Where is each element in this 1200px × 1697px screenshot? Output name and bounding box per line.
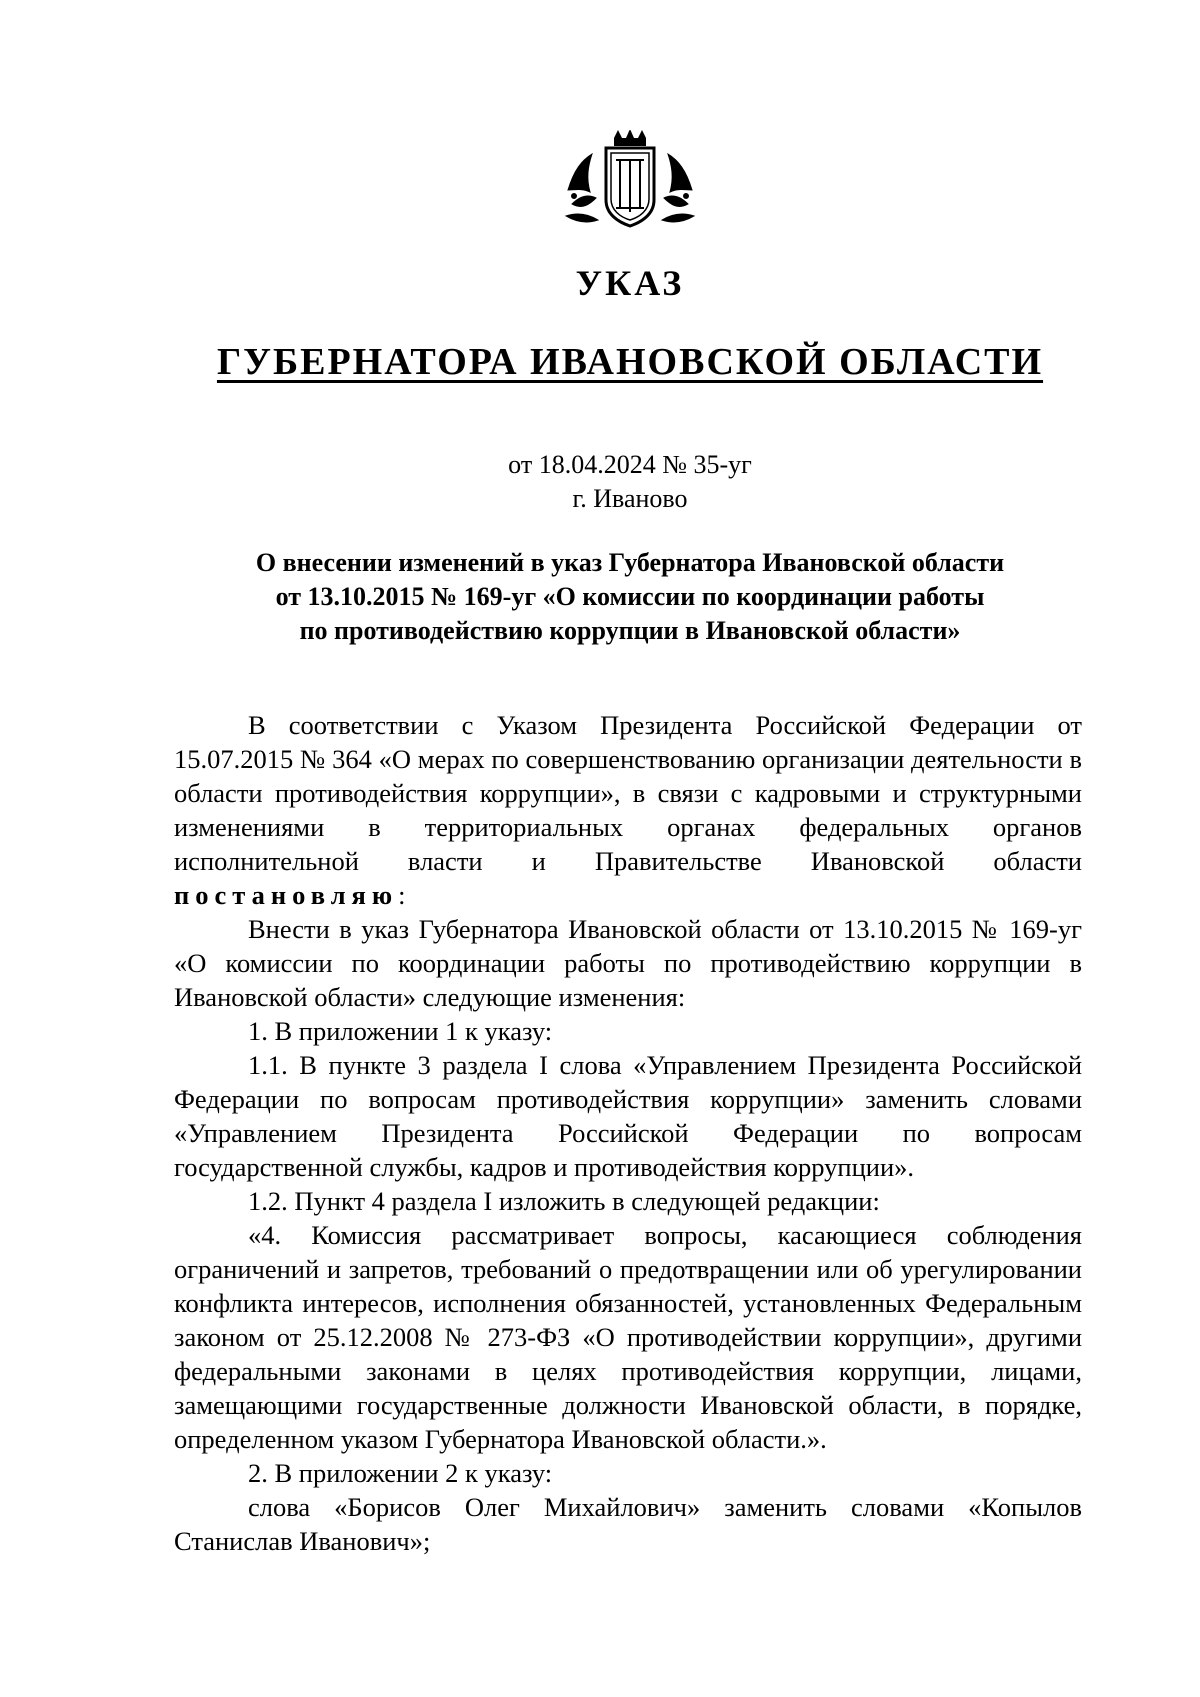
coat-of-arms-icon xyxy=(560,130,700,230)
paragraph-1-2: 1.2. Пункт 4 раздела I изложить в следующей редакции: xyxy=(248,1186,880,1216)
paragraph-replace-name: слова «Борисов Олег Михайлович» заменить словами «Копылов Станислав Иванович»; xyxy=(174,1492,1082,1556)
document-body xyxy=(174,708,1082,1558)
issuer-heading xyxy=(0,340,1200,384)
date-number: от 18.04.2024 № 35-уг xyxy=(508,450,752,479)
paragraph-amend-intro: Внести в указ Губернатора Ивановской области от 13.10.2015 № 169-уг «О комиссии по координации работы по противодействию коррупции в Ивановской области» следующие изменения: xyxy=(174,914,1082,1012)
preamble-text: В соответствии с Указом Президента Российской Федерации от 15.07.2015 № 364 «О мерах по совершенствованию организации деятельности в области противодействия коррупции», в связи с кадровыми и структурными изменениями в территориальных органах федеральных органов исполнительной власти и Правительстве Ивановской области xyxy=(174,710,1082,876)
paragraph-annex-1: 1. В приложении 1 к указу: xyxy=(248,1016,553,1046)
document-type: УКАЗ xyxy=(575,263,685,303)
paragraph-annex-2: 2. В приложении 2 к указу: xyxy=(248,1458,553,1488)
preamble-end: : xyxy=(398,880,406,910)
paragraph-preamble xyxy=(174,708,1082,912)
issuer-text: ГУБЕРНАТОРА ИВАНОВСКОЙ ОБЛАСТИ xyxy=(216,341,1044,383)
document-title xyxy=(180,546,1080,648)
paragraph-point-4: «4. Комиссия рассматривает вопросы, касающиеся соблюдения ограничений и запретов, требований о предотвращении или об урегулировании конфликта интересов, исполнения обязанностей, установленных Федеральным законом от 25.12.2008 № 273-ФЗ «О противодействии коррупции», другими федеральными законами в целях противодействия коррупции, лицами, замещающими государственные должности Ивановской области, в порядке, определенном указом Губернатора Ивановской области.». xyxy=(174,1220,1082,1454)
decree-word: постановляю xyxy=(174,880,399,910)
city: г. Иваново xyxy=(572,484,688,513)
document-meta xyxy=(0,448,1200,516)
title-line-1: О внесении изменений в указ Губернатора Ивановской области xyxy=(255,548,1005,577)
title-line-3: по противодействию коррупции в Ивановской области» xyxy=(299,616,961,645)
paragraph-1-1: 1.1. В пункте 3 раздела I слова «Управлением Президента Российской Федерации по вопросам противодействия коррупции» заменить словами «Управлением Президента Российской Федерации по вопросам государственной службы, кадров и противодействия коррупции». xyxy=(174,1050,1082,1182)
title-line-2: от 13.10.2015 № 169-уг «О комиссии по координации работы xyxy=(275,582,985,611)
